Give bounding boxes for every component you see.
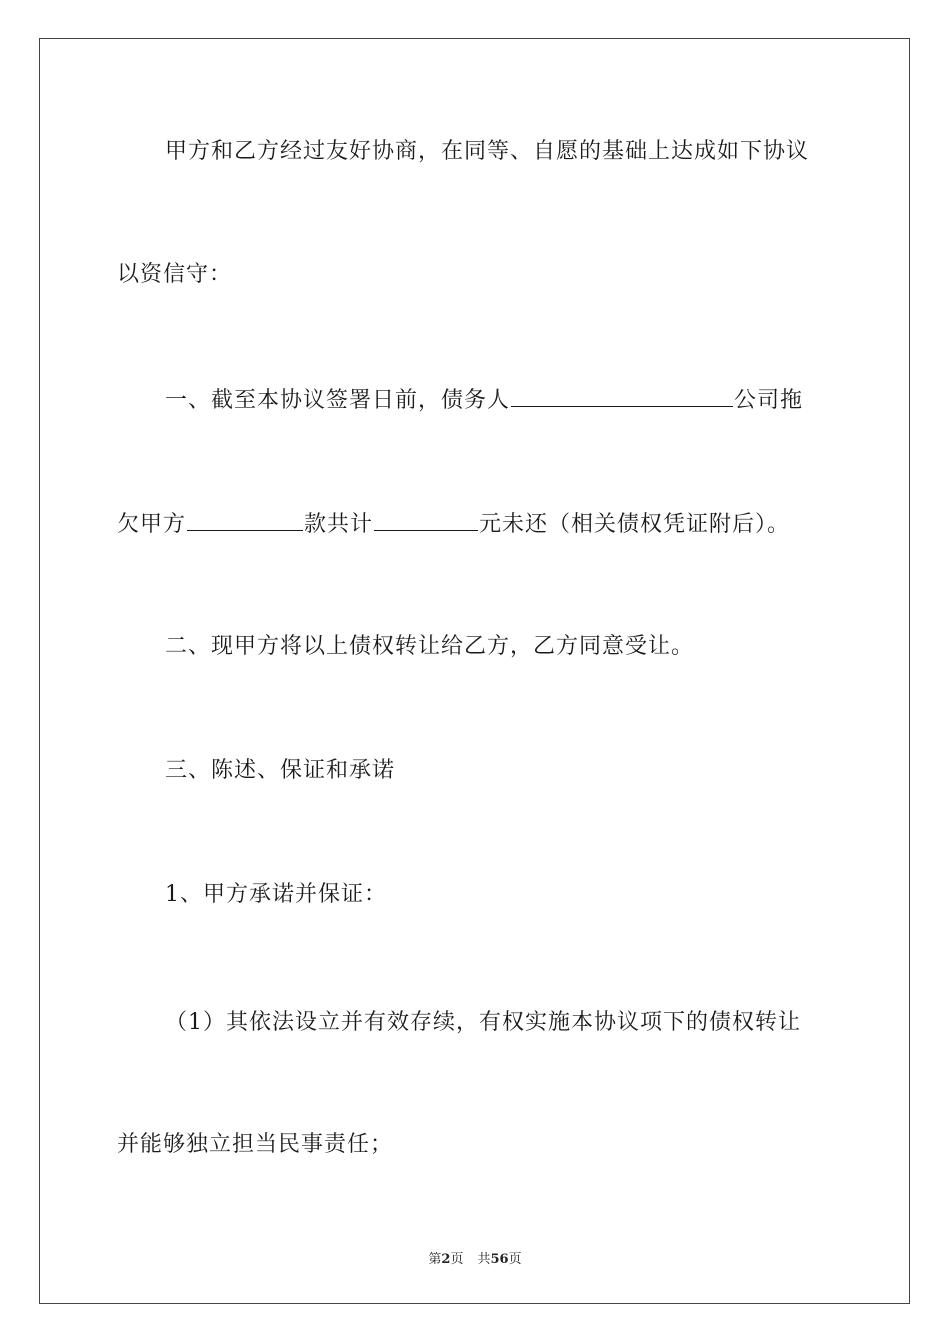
footer-page-suffix: 页 [450, 1252, 464, 1267]
clause-3-heading: 三、陈述、保证和承诺 [165, 758, 396, 783]
footer-total-prefix: 共 [477, 1252, 491, 1267]
amount-blank [374, 508, 478, 531]
page-footer [0, 1248, 950, 1267]
footer-prefix: 第 [428, 1252, 442, 1267]
clause-1-text-b: 公司拖 [734, 388, 804, 413]
clause-3-1: 1、甲方承诺并保证： [165, 882, 387, 907]
page-border [39, 38, 910, 1304]
footer-total-suffix: 页 [508, 1252, 522, 1267]
clause-1-text-a: 一、截至本协议签署日前，债务人 [165, 388, 511, 413]
footer-total-pages: 56 [490, 1252, 509, 1267]
clause-2: 二、现甲方将以上债权转让给乙方，乙方同意受让。 [165, 634, 695, 659]
clause-3-1-1-line2: 并能够独立担当民事责任； [117, 1132, 394, 1157]
clause-1-text-c: 欠甲方 [117, 512, 187, 537]
clause-1-line1 [165, 384, 803, 416]
clause-1-line2 [117, 508, 790, 540]
footer-page-number: 2 [441, 1252, 451, 1267]
payment-type-blank [187, 508, 303, 531]
paragraph-intro-line2: 以资信守： [117, 262, 233, 287]
debtor-name-blank [511, 384, 733, 407]
paragraph-intro-line1: 甲方和乙方经过友好协商，在同等、自愿的基础上达成如下协议 [165, 139, 810, 164]
clause-1-text-e: 元未还（相关债权凭证附后）。 [479, 512, 791, 537]
clause-1-text-d: 款共计 [304, 512, 374, 537]
clause-3-1-1-line1: （1）其依法设立并有效存续，有权实施本协议项下的债权转让 [165, 1010, 801, 1035]
